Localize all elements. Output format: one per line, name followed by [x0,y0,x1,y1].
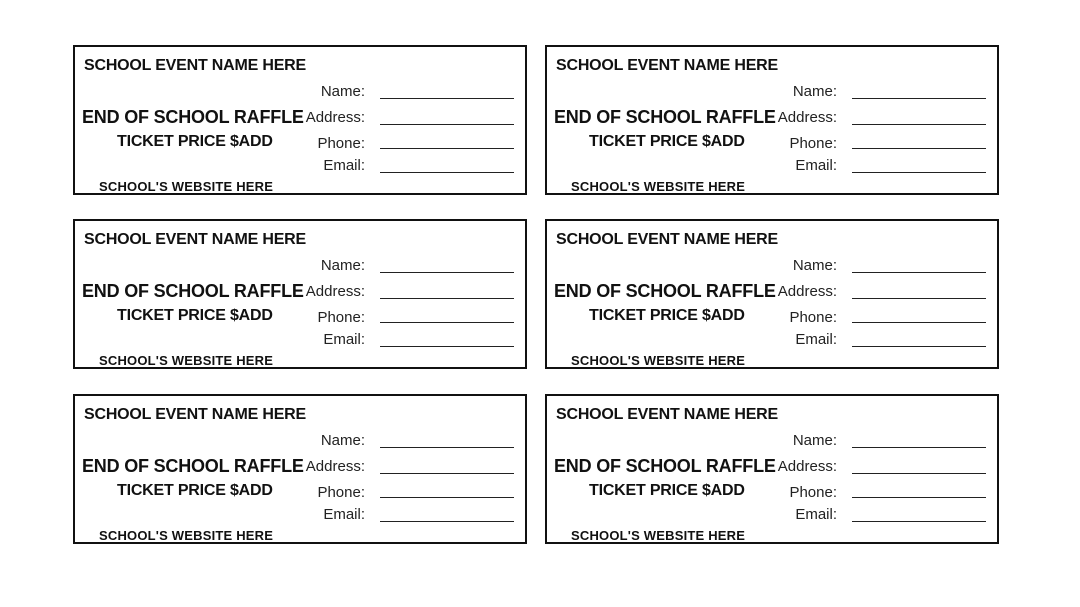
raffle-title: END OF SCHOOL RAFFLE [554,107,776,127]
phone-label: Phone: [317,484,365,501]
ticket-price: TICKET PRICE $ADD [117,133,273,150]
raffle-title: END OF SCHOOL RAFFLE [554,456,776,476]
ticket-price: TICKET PRICE $ADD [589,482,745,499]
event-name: SCHOOL EVENT NAME HERE [556,231,778,248]
raffle-title: END OF SCHOOL RAFFLE [82,456,304,476]
address-label: Address: [305,283,365,300]
email-label: Email: [323,331,365,348]
raffle-title: END OF SCHOOL RAFFLE [82,281,304,301]
name-line [852,98,986,99]
phone-line [380,148,514,149]
event-name: SCHOOL EVENT NAME HERE [84,406,306,423]
raffle-ticket [73,45,527,195]
ticket-price: TICKET PRICE $ADD [589,133,745,150]
email-label: Email: [795,506,837,523]
name-label: Name: [792,83,837,100]
event-name: SCHOOL EVENT NAME HERE [556,406,778,423]
event-name: SCHOOL EVENT NAME HERE [84,231,306,248]
email-label: Email: [323,506,365,523]
phone-line [852,148,986,149]
name-label: Name: [320,83,365,100]
raffle-ticket [545,45,999,195]
address-line [380,298,514,299]
school-website: SCHOOL'S WEBSITE HERE [571,179,746,194]
name-line [380,272,514,273]
email-label: Email: [795,331,837,348]
raffle-ticket [73,394,527,544]
ticket-price: TICKET PRICE $ADD [589,307,745,324]
phone-line [380,497,514,498]
name-line [852,447,986,448]
email-line [380,346,514,347]
raffle-ticket [545,394,999,544]
name-label: Name: [320,432,365,449]
school-website: SCHOOL'S WEBSITE HERE [99,353,274,368]
phone-line [852,497,986,498]
address-label: Address: [305,109,365,126]
email-line [852,346,986,347]
name-line [380,447,514,448]
ticket-price: TICKET PRICE $ADD [117,307,273,324]
address-label: Address: [777,283,837,300]
school-website: SCHOOL'S WEBSITE HERE [571,353,746,368]
school-website: SCHOOL'S WEBSITE HERE [99,528,274,543]
address-line [852,473,986,474]
raffle-title: END OF SCHOOL RAFFLE [82,107,304,127]
phone-label: Phone: [317,135,365,152]
raffle-title: END OF SCHOOL RAFFLE [554,281,776,301]
phone-label: Phone: [317,309,365,326]
phone-line [380,322,514,323]
email-line [380,521,514,522]
phone-label: Phone: [789,309,837,326]
raffle-ticket [545,219,999,369]
name-label: Name: [792,257,837,274]
email-line [380,172,514,173]
phone-line [852,322,986,323]
phone-label: Phone: [789,135,837,152]
raffle-ticket [73,219,527,369]
event-name: SCHOOL EVENT NAME HERE [84,57,306,74]
address-line [380,124,514,125]
email-label: Email: [795,157,837,174]
name-line [380,98,514,99]
name-line [852,272,986,273]
email-line [852,172,986,173]
email-label: Email: [323,157,365,174]
address-label: Address: [777,109,837,126]
email-line [852,521,986,522]
name-label: Name: [320,257,365,274]
address-label: Address: [305,458,365,475]
address-line [852,124,986,125]
school-website: SCHOOL'S WEBSITE HERE [99,179,274,194]
address-line [380,473,514,474]
school-website: SCHOOL'S WEBSITE HERE [571,528,746,543]
event-name: SCHOOL EVENT NAME HERE [556,57,778,74]
ticket-price: TICKET PRICE $ADD [117,482,273,499]
address-label: Address: [777,458,837,475]
name-label: Name: [792,432,837,449]
address-line [852,298,986,299]
phone-label: Phone: [789,484,837,501]
